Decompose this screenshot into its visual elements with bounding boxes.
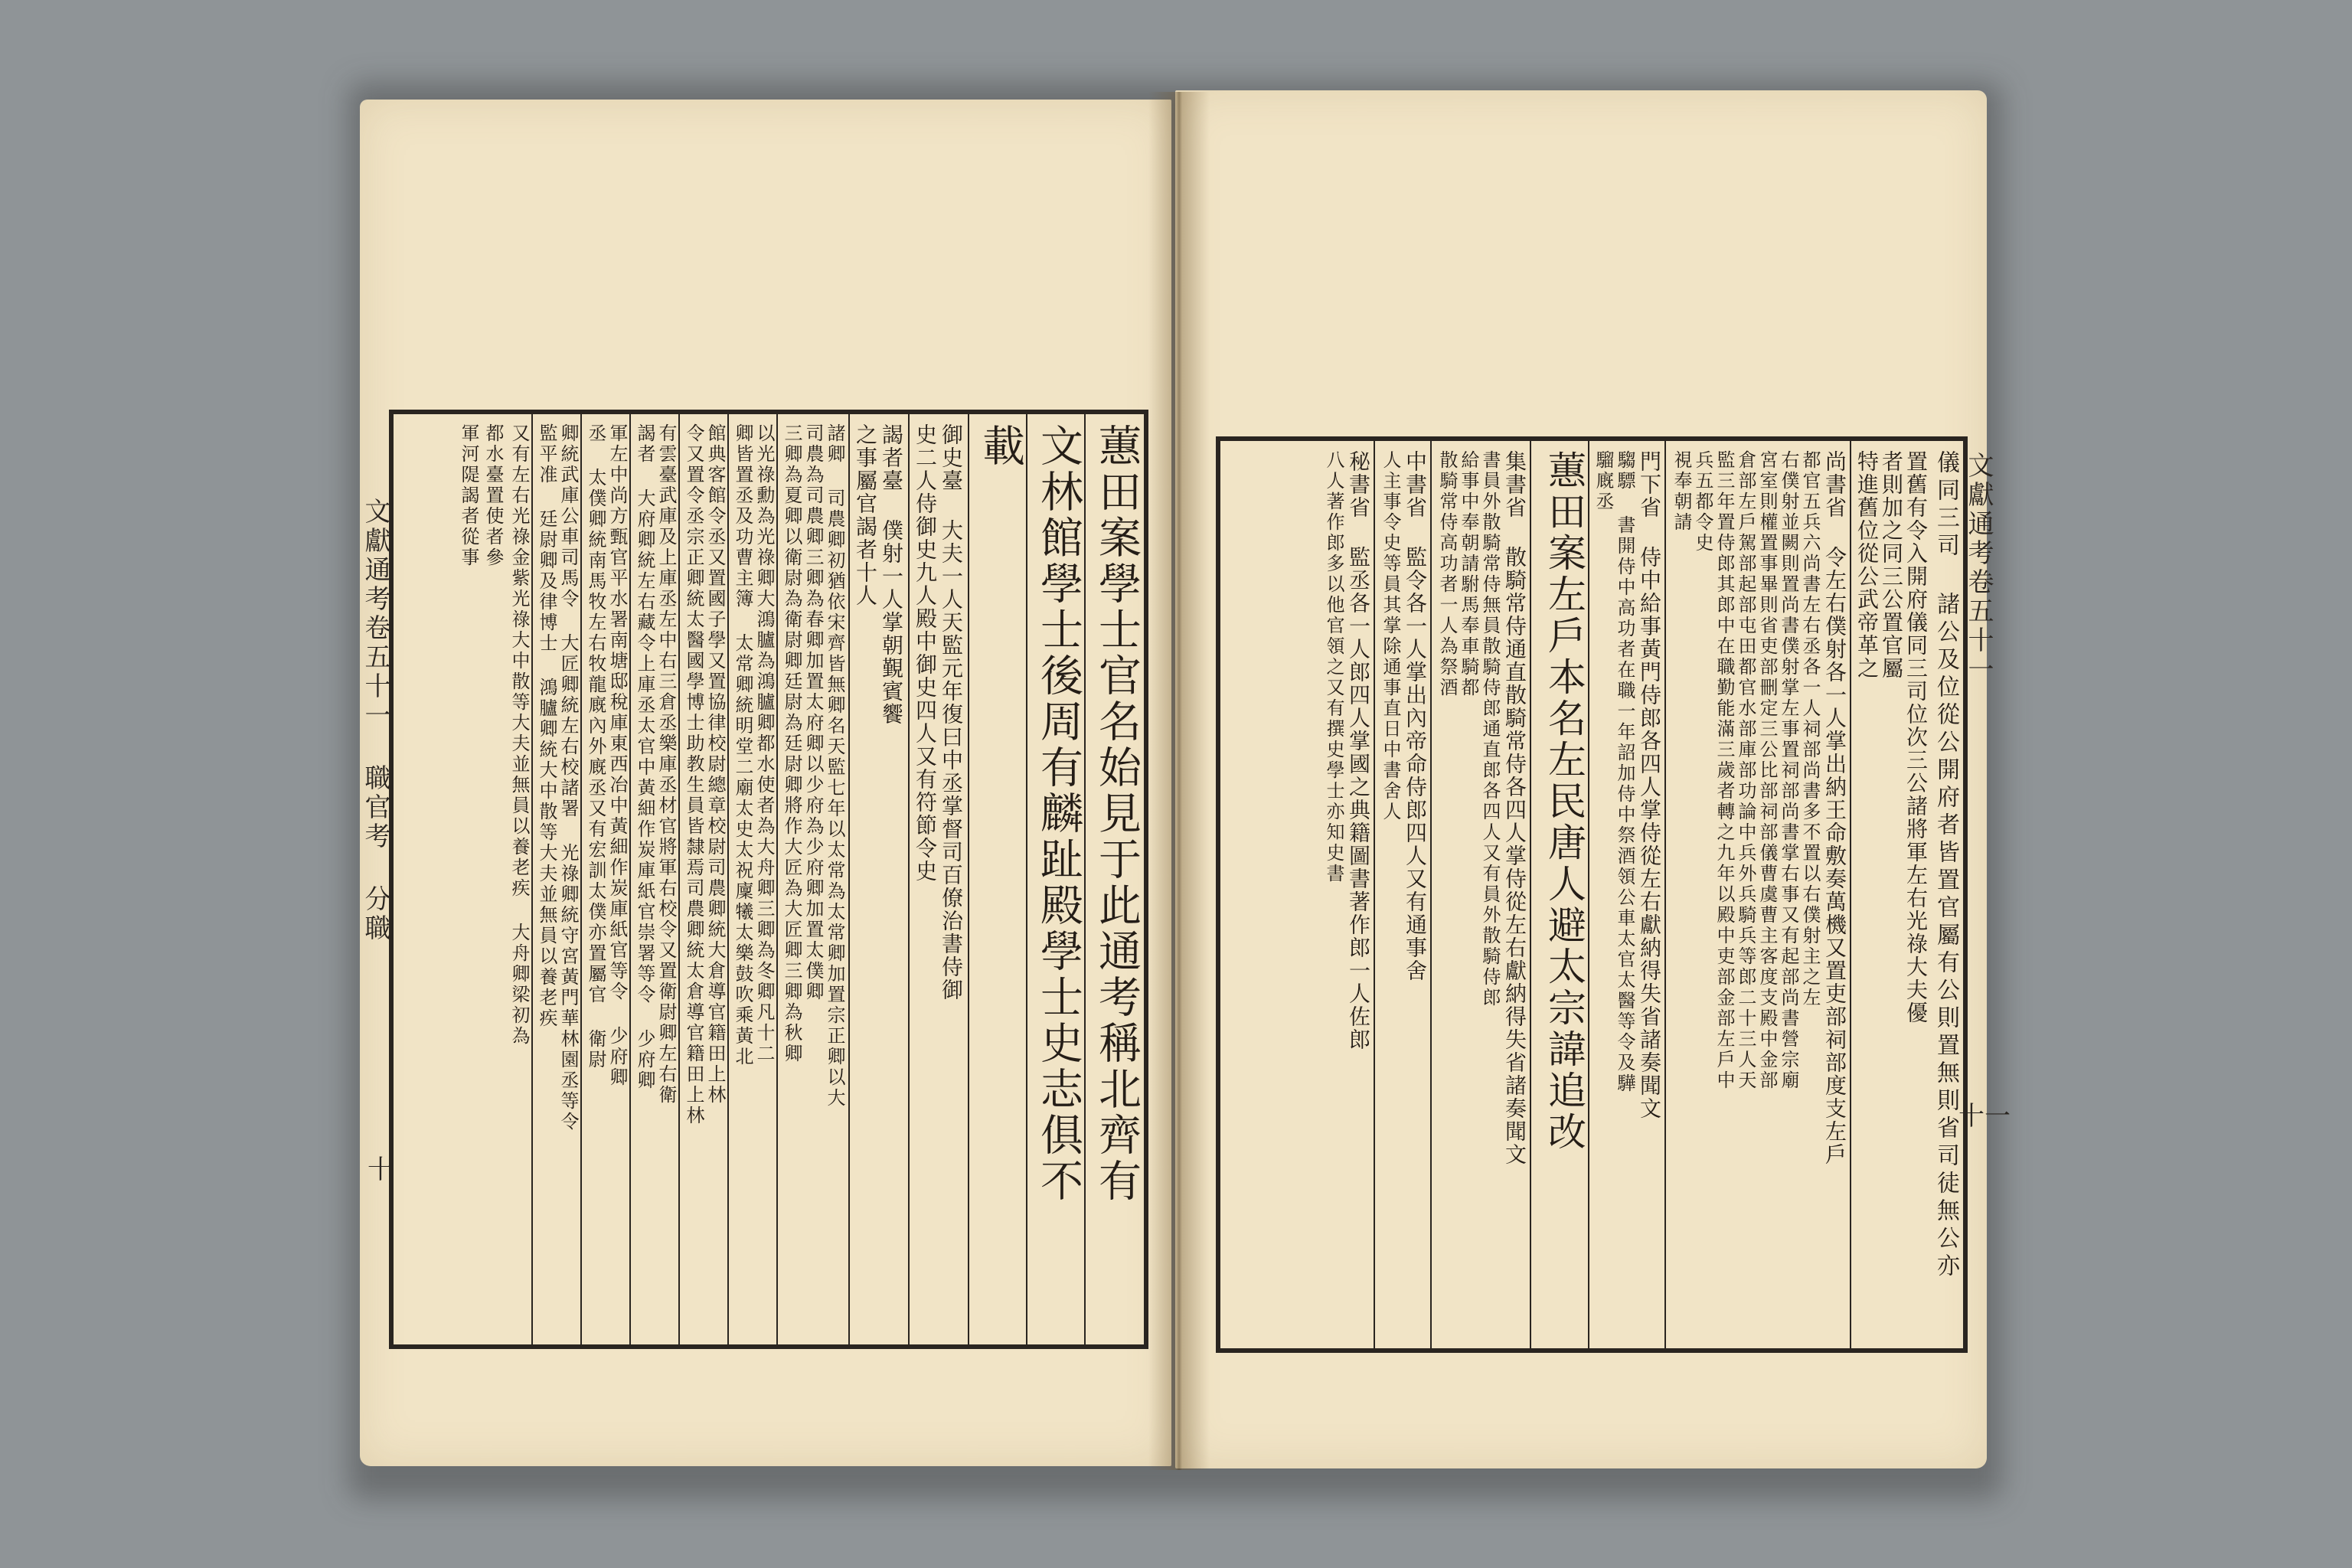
text-column: 蕙田案左戶本名左民唐人避太宗諱追改	[1542, 450, 1586, 1153]
text-column: 宮室則權置事畢則省吏部刪定三公比部祠部儀曹虞曹主客度支殿中金部	[1756, 450, 1778, 1091]
text-column: 卿皆置丞及功曹主簿 太常卿統明堂二廟太史太祝廩犧太樂鼓吹乘黃北	[732, 423, 753, 1067]
text-column: 騶驃 書開侍中高功者在職一年詔加侍中祭酒領公車太官太醫等令及驊	[1614, 450, 1635, 1094]
text-column: 載	[975, 423, 1025, 469]
text-column: 謁者 大府卿統左右藏令上庫丞太官中黃細作炭庫紙官崇署等令 少府卿	[634, 423, 655, 1091]
text-column: 史二人侍御史九人殿中御史四人又有符節令史	[913, 423, 938, 883]
text-column: 門下省 侍中給事黃門侍郎各四人掌侍從左右獻納得失省諸奏聞文	[1637, 450, 1662, 1120]
left-margin-title: 文獻通考卷五十一 職官考 分職	[360, 498, 390, 943]
right-text-frame	[1216, 436, 1968, 1353]
text-column: 人主事令史等員其掌除通事直日中書舍人	[1380, 450, 1401, 822]
text-column: 御史臺 大夫一人天監元年復曰中丞掌督司百僚治書侍御	[939, 423, 964, 1001]
left-text-frame	[389, 410, 1148, 1349]
text-column: 軍河隄謁者從事	[458, 423, 479, 568]
text-column: 八人著作郎多以他官領之又有撰史學士亦知史書	[1323, 450, 1344, 884]
right-folio: 十一	[1958, 1101, 2011, 1132]
text-column: 司農為司農卿三卿為春卿加置太府卿以少府為少府卿加置太僕卿	[802, 423, 824, 1002]
text-column: 蕙田案學士官名始見于此通考稱北齊有	[1092, 423, 1142, 1204]
text-column: 置舊有令入開府儀同三司位次三公諸將軍左右光祿大夫優	[1903, 450, 1929, 1024]
text-column: 文林館學士後周有麟趾殿學士史志俱不	[1034, 423, 1083, 1204]
text-column: 有雲臺武庫及上庫丞左中右三倉丞樂庫丞材官將軍右校令又置衛尉卿左右衛	[655, 423, 677, 1106]
text-column: 兵五都令史	[1692, 450, 1713, 554]
text-column: 倉部左戶駕部起部屯田都官水部庫部功論中兵外兵騎兵等郎二十三人天	[1735, 450, 1756, 1091]
text-column: 又有左右光祿金紫光祿大中散等大夫並無員以養老疾 大舟卿梁初為	[508, 423, 530, 1047]
text-column: 監三年置侍郎其郎中在職勤能滿三歲者轉之九年以殿中吏部金部左戶中	[1713, 450, 1735, 1091]
text-column: 令又置令丞宗正卿統太醫國學博士助教生員皆隸焉司農卿統太倉導官籍田上林	[683, 423, 704, 1126]
text-column: 秘書省 監丞各一人郎四人掌國之典籍圖書著作郎一人佐郎	[1346, 450, 1371, 1051]
right-margin-title: 文獻通考卷五十一	[1963, 452, 1994, 684]
text-column: 特進舊位從公武帝革之	[1854, 450, 1880, 680]
book-gutter	[1148, 92, 1210, 1470]
text-column: 視奉朝請	[1671, 450, 1692, 533]
text-column: 散騎常侍高功者一人為祭酒	[1436, 450, 1458, 698]
text-column: 者則加之同三公置官屬	[1879, 450, 1904, 680]
text-column: 三卿為夏卿以衛尉為衛尉卿廷尉為廷尉卿將作大匠為大匠卿三卿為秋卿	[781, 423, 802, 1064]
text-column: 軍左中尚方甄官平水署南塘邸稅庫東西冶中黃細作炭庫紙官等令 少府卿	[606, 423, 628, 1088]
text-column: 給事中奉朝請駙馬奉車騎都	[1458, 450, 1479, 698]
text-column: 卿統武庫公車司馬令 大匠卿統左右校諸署 光祿卿統守宮黃門華林園丞等令	[557, 423, 579, 1132]
text-column: 右僕射並闕則置尚書僕射掌左事置祠部尚書掌右事又有起部尚書營宗廟	[1778, 450, 1799, 1091]
text-column: 謁者臺 僕射一人掌朝覲賓饗	[879, 423, 904, 726]
text-column: 館典客館令丞又置國子學又置協律校尉總章校尉司農卿統大倉導官籍田上林	[704, 423, 726, 1106]
text-column: 尚書省 令左右僕射各一人掌出納王命敷奏萬機又置吏部祠部度支左戶	[1822, 450, 1847, 1166]
text-column: 騮廐丞	[1592, 450, 1614, 512]
text-column: 儀同三司 諸公及位從公開府者皆置官屬有公則置無則省司徒無公亦	[1932, 450, 1959, 1281]
left-folio: 十	[368, 1155, 394, 1185]
text-column: 都水臺置使者參	[482, 423, 504, 568]
text-column: 都官五兵六尚書左右丞各一人祠部尚書多不置以右僕射主之左	[1799, 450, 1821, 1008]
text-column: 中書省 監令各一人掌出內帝命侍郎四人又有通事舍	[1403, 450, 1428, 982]
text-column: 以光祿勳為光祿卿大鴻臚為鴻臚卿都水使者為大舟卿三卿為冬卿凡十二	[753, 423, 775, 1064]
text-column: 諸卿 司農卿初猶依宋齊皆無卿名天監七年以太常為太常卿加置宗正卿以大	[824, 423, 845, 1109]
text-column: 監平准 廷尉卿及律博士 鴻臚卿統大中散等大夫並無員以養老疾	[536, 423, 557, 1029]
text-column: 書員外散騎常侍無員散騎侍郎通直郎各四人又有員外散騎侍郎	[1479, 450, 1501, 1008]
text-column: 集書省 散騎常侍通直散騎常侍各四人掌侍從左右獻納得失省諸奏聞文	[1502, 450, 1527, 1166]
text-column: 之事屬官謁者十人	[853, 423, 878, 607]
text-column: 丞 太僕卿統南馬牧左右牧龍廐內外廐丞又有宏訓太僕亦置屬官 衛尉	[585, 423, 606, 1070]
